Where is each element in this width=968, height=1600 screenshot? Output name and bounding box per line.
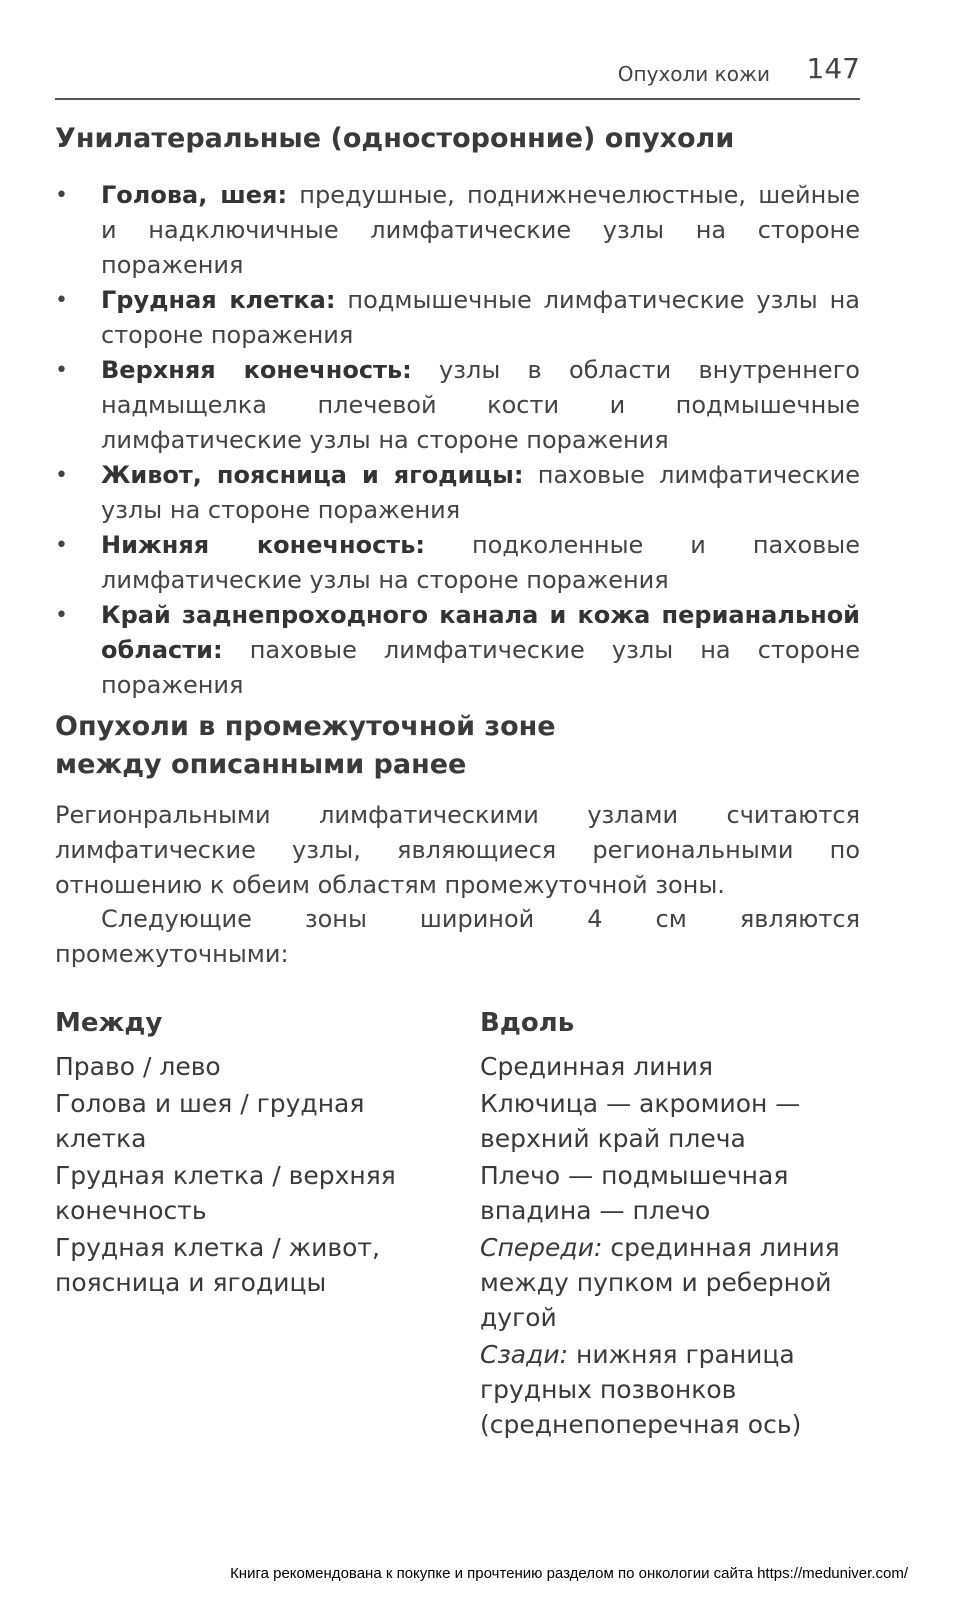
column-item-em: Спереди: [480,1233,603,1262]
column-item-text: Срединная линия [480,1052,714,1081]
list-item-term: Край заднепроходного канала и кожа перианальной области: [101,601,860,664]
bullet-icon: • [55,463,68,488]
list-item-text: подколенные и паховые лимфатические узлы на стороне поражения [101,531,860,594]
list-item [55,528,860,598]
column-item [480,1337,880,1442]
bullet-icon: • [55,603,68,628]
list-item [55,598,860,703]
list-item-term: Верхняя конечность: [101,356,412,384]
list-item-text: паховые лимфатические узлы на стороне поражения [101,461,860,524]
column-item-text: Плечо — подмышечная впадина — плечо [480,1161,789,1225]
column-item [480,1230,880,1335]
column-between [55,1006,455,1302]
section-heading-intermediate [55,708,556,784]
list-item [55,458,860,528]
bullet-icon: • [55,288,68,313]
page-header [55,50,860,100]
paragraph-regional-nodes: Регионральными лимфатическими узлами считаются лимфатические узлы, являющиеся региональными по отношению к обеим областям промежуточной зоны. [55,801,860,899]
unilateral-list [55,178,860,703]
list-item-text: паховые лимфатические узлы на стороне поражения [101,636,860,699]
column-item: Грудная клетка / верхняя конечность [55,1161,396,1225]
column-along [480,1006,880,1444]
list-item-term: Нижняя конечность: [101,531,425,559]
column-item: Голова и шея / грудная клетка [55,1089,365,1153]
list-item-text: подмышечные лимфатические узлы на стороне поражения [101,286,860,349]
column-item: Право / лево [55,1052,221,1081]
list-item-term: Живот, поясница и ягодицы: [101,461,524,489]
column-item-em: Сзади: [480,1340,569,1369]
column-item: Грудная клетка / живот, поясница и ягодицы [55,1233,380,1297]
column-item [480,1049,880,1084]
list-item [55,283,860,353]
column-header: Вдоль [480,1008,575,1038]
heading-line: Опухоли в промежуточной зоне [55,711,556,742]
column-header: Между [55,1008,163,1038]
bullet-icon: • [55,183,68,208]
section-heading-unilateral: Унилатеральные (односторонние) опухоли [55,123,735,154]
footer-note: Книга рекомендована к покупке и прочтению разделом по онкологии сайта https://meduniver.com/ [230,1565,908,1582]
list-item-term: Голова, шея: [101,181,288,209]
list-item-term: Грудная клетка: [101,286,336,314]
page-number: 147 [806,52,860,85]
bullet-icon: • [55,358,68,383]
list-item [55,353,860,458]
column-item [480,1158,880,1228]
column-item-text: нижняя граница грудных позвонков (среднепоперечная ось) [480,1340,802,1439]
list-item [55,178,860,283]
running-title: Опухоли кожи [617,62,770,86]
list-item-text: узлы в области внутреннего надмыщелка плечевой кости и подмышечные лимфатические узлы на стороне поражения [101,356,860,454]
column-item-text: срединная линия между пупком и реберной дугой [480,1233,840,1332]
bullet-icon: • [55,533,68,558]
column-item [480,1086,880,1156]
paragraph-zones: Следующие зоны шириной 4 см являются промежуточными: [55,905,860,968]
list-item-text: предушные, поднижнечелюстные, шейные и надключичные лимфатические узлы на стороне поражения [101,181,860,279]
column-item-text: Ключица — акромион — верхний край плеча [480,1089,801,1153]
heading-line: между описанными ранее [55,749,467,780]
